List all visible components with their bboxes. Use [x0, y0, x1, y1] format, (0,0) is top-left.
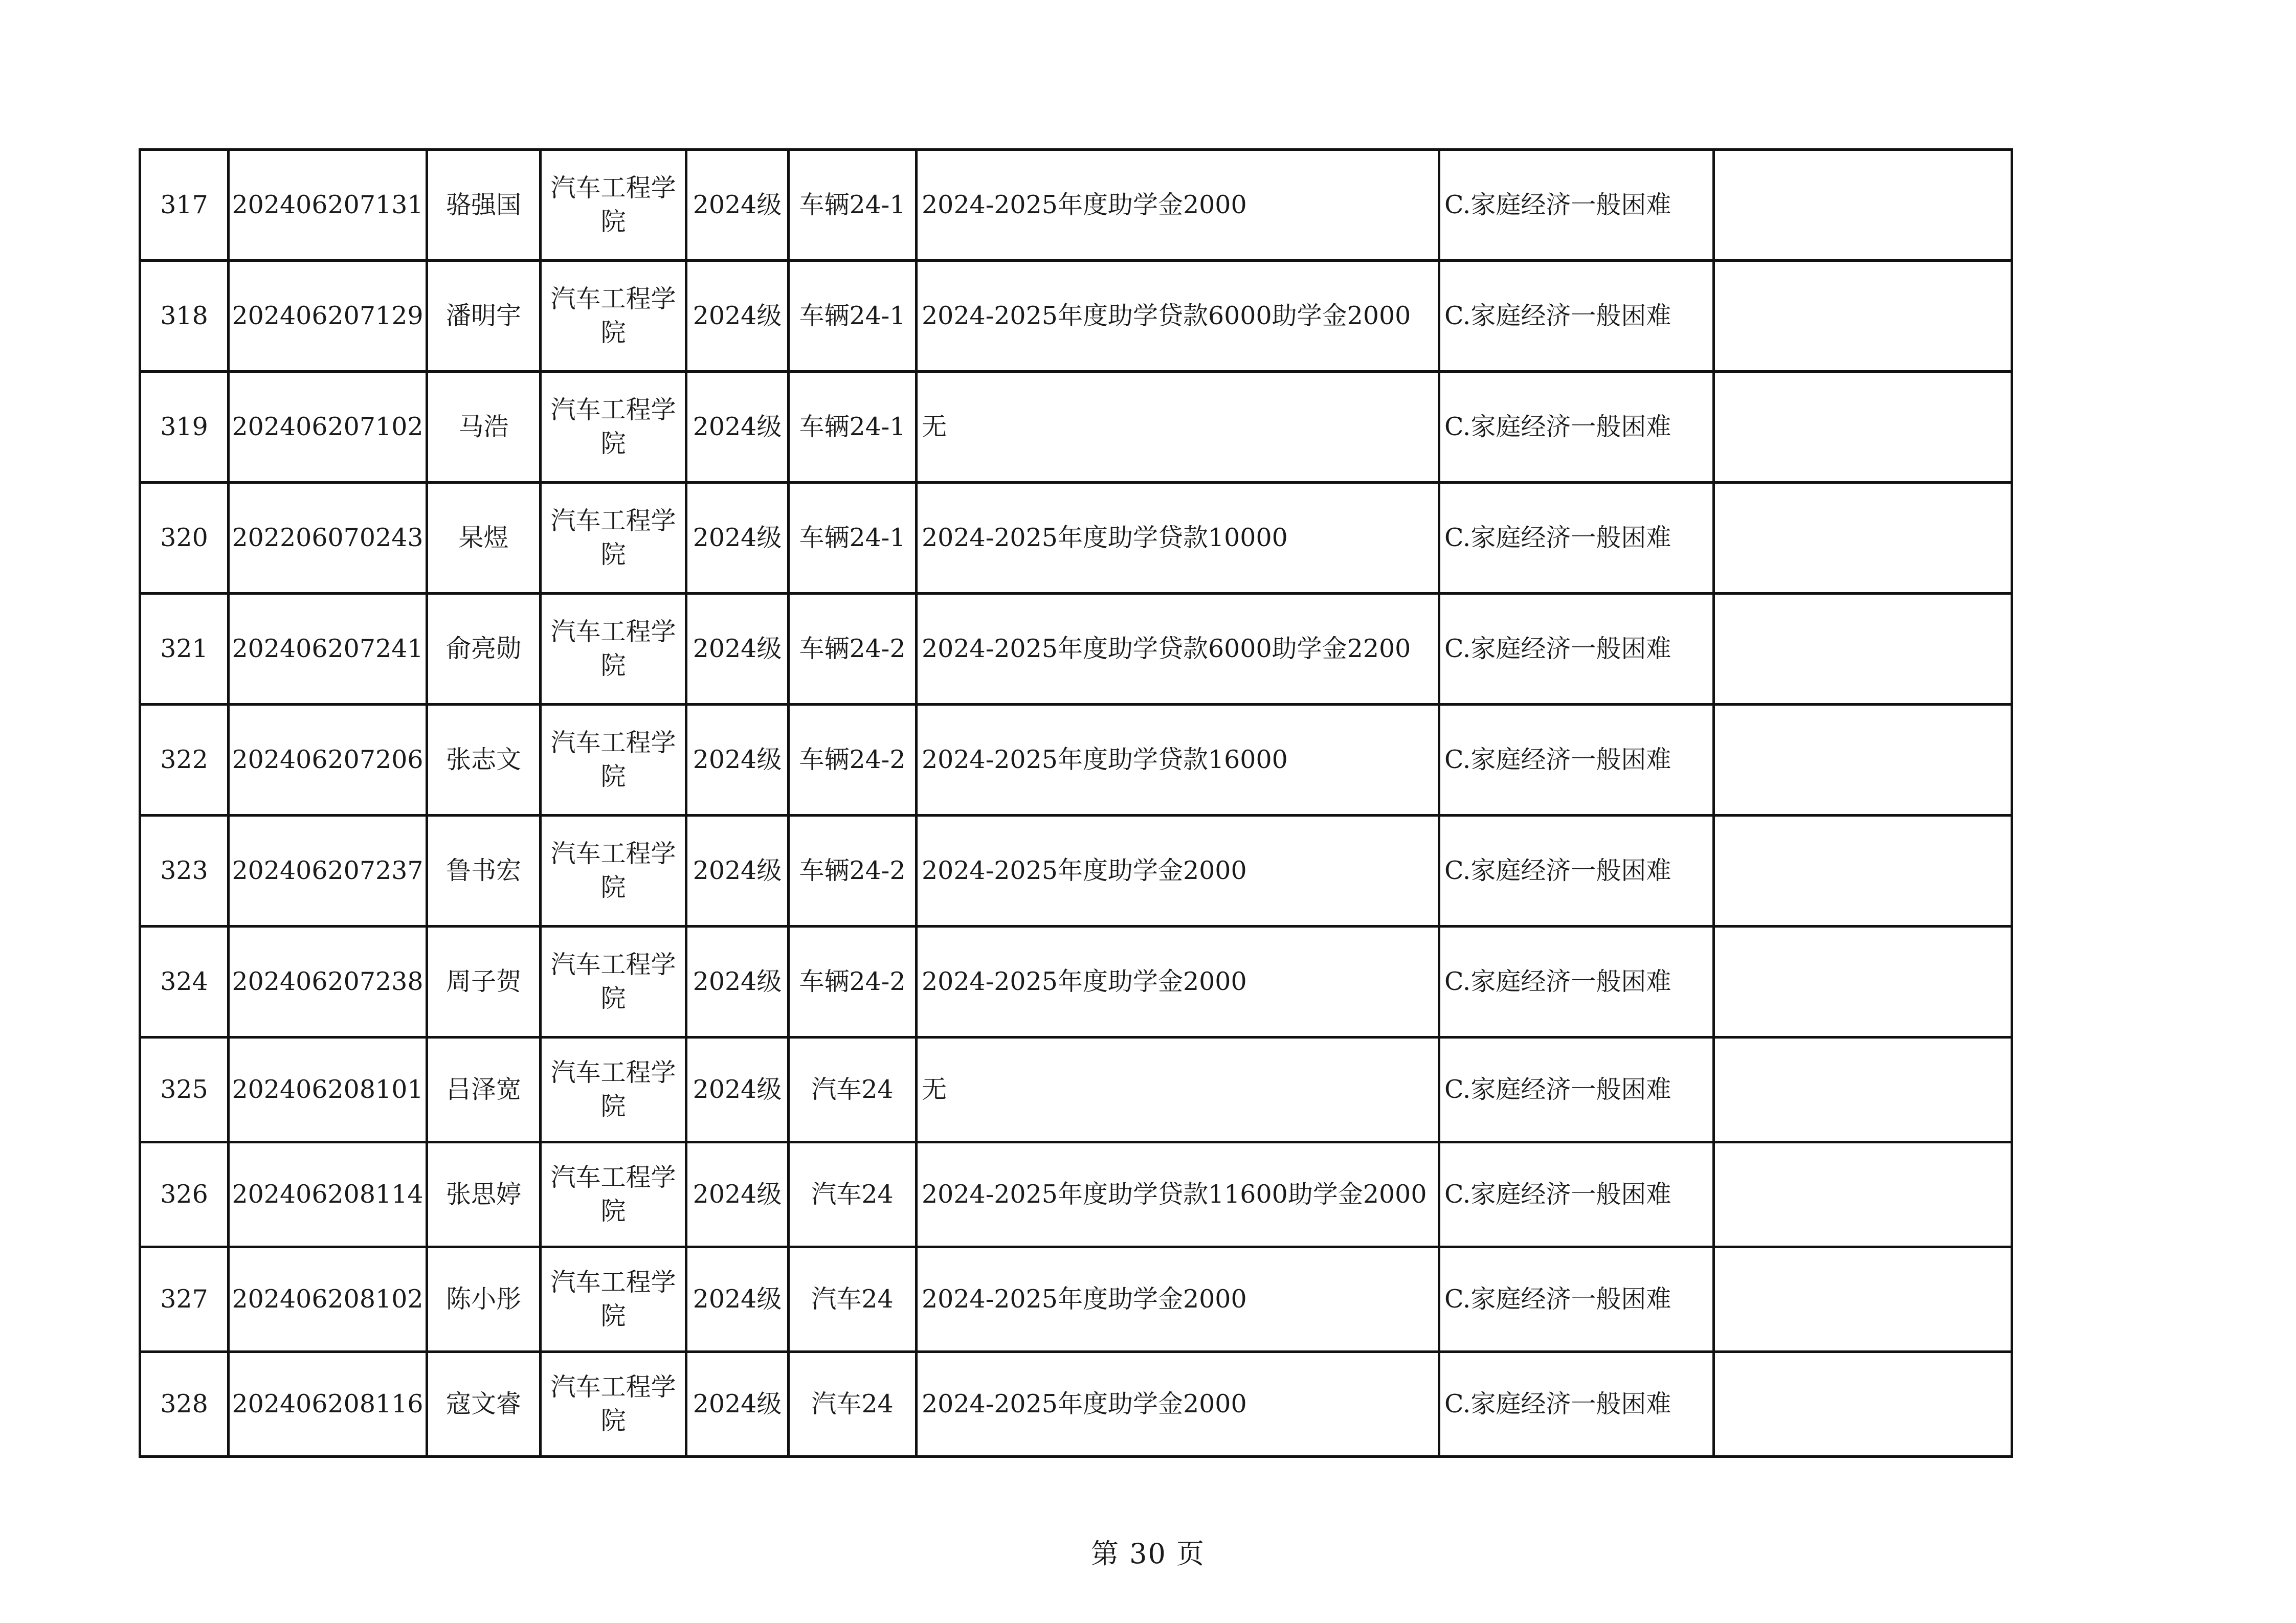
table-row [140, 816, 2012, 927]
student-id-cell: 202406207238 [229, 927, 427, 1038]
college-cell: 汽车工程学院 [541, 1247, 686, 1352]
college-cell: 汽车工程学院 [541, 150, 686, 261]
aid-received-cell: 2024-2025年度助学金2000 [917, 816, 1439, 927]
aid-received-cell: 2024-2025年度助学贷款10000 [917, 483, 1439, 594]
class-cell: 车辆24-1 [789, 150, 917, 261]
row-number-cell: 328 [140, 1352, 229, 1457]
student-name-cell: 潘明宇 [427, 261, 541, 372]
student-name-cell: 周子贺 [427, 927, 541, 1038]
aid-received-cell: 无 [917, 1038, 1439, 1142]
class-cell: 车辆24-2 [789, 705, 917, 816]
class-cell: 汽车24 [789, 1142, 917, 1247]
grade-cell: 2024级 [686, 1142, 789, 1247]
aid-received-cell: 2024-2025年度助学金2000 [917, 1352, 1439, 1457]
difficulty-level-cell: C.家庭经济一般困难 [1439, 1142, 1714, 1247]
remarks-cell [1714, 261, 2012, 372]
grade-cell: 2024级 [686, 816, 789, 927]
page-number: 第 30 页 [1090, 1538, 1206, 1570]
college-cell: 汽车工程学院 [541, 1142, 686, 1247]
student-id-cell: 202406208102 [229, 1247, 427, 1352]
remarks-cell [1714, 372, 2012, 483]
student-name-cell: 骆强国 [427, 150, 541, 261]
grade-cell: 2024级 [686, 483, 789, 594]
student-name-cell: 马浩 [427, 372, 541, 483]
grade-cell: 2024级 [686, 705, 789, 816]
college-cell: 汽车工程学院 [541, 594, 686, 705]
difficulty-level-cell: C.家庭经济一般困难 [1439, 1038, 1714, 1142]
college-cell: 汽车工程学院 [541, 261, 686, 372]
student-id-cell: 202406208116 [229, 1352, 427, 1457]
student-name-cell: 鲁书宏 [427, 816, 541, 927]
student-aid-table [139, 148, 2013, 1458]
student-id-cell: 202406207206 [229, 705, 427, 816]
student-id-cell: 202406207129 [229, 261, 427, 372]
college-cell: 汽车工程学院 [541, 372, 686, 483]
row-number-cell: 325 [140, 1038, 229, 1142]
table-row [140, 1247, 2012, 1352]
difficulty-level-cell: C.家庭经济一般困难 [1439, 594, 1714, 705]
row-number-cell: 322 [140, 705, 229, 816]
student-id-cell: 202406208114 [229, 1142, 427, 1247]
class-cell: 车辆24-2 [789, 594, 917, 705]
table-row [140, 705, 2012, 816]
student-name-cell: 杲煜 [427, 483, 541, 594]
college-cell: 汽车工程学院 [541, 1352, 686, 1457]
table-row [140, 372, 2012, 483]
difficulty-level-cell: C.家庭经济一般困难 [1439, 483, 1714, 594]
student-id-cell: 202406207237 [229, 816, 427, 927]
remarks-cell [1714, 816, 2012, 927]
difficulty-level-cell: C.家庭经济一般困难 [1439, 1352, 1714, 1457]
remarks-cell [1714, 150, 2012, 261]
row-number-cell: 327 [140, 1247, 229, 1352]
college-cell: 汽车工程学院 [541, 705, 686, 816]
student-name-cell: 张思婷 [427, 1142, 541, 1247]
grade-cell: 2024级 [686, 1038, 789, 1142]
student-name-cell: 陈小彤 [427, 1247, 541, 1352]
difficulty-level-cell: C.家庭经济一般困难 [1439, 372, 1714, 483]
aid-received-cell: 2024-2025年度助学金2000 [917, 1247, 1439, 1352]
grade-cell: 2024级 [686, 594, 789, 705]
student-name-cell: 张志文 [427, 705, 541, 816]
row-number-cell: 317 [140, 150, 229, 261]
remarks-cell [1714, 1247, 2012, 1352]
student-id-cell: 202406208101 [229, 1038, 427, 1142]
grade-cell: 2024级 [686, 927, 789, 1038]
aid-received-cell: 2024-2025年度助学贷款16000 [917, 705, 1439, 816]
row-number-cell: 321 [140, 594, 229, 705]
table-row [140, 483, 2012, 594]
table-row [140, 150, 2012, 261]
remarks-cell [1714, 705, 2012, 816]
remarks-cell [1714, 1352, 2012, 1457]
aid-received-cell: 2024-2025年度助学贷款6000助学金2200 [917, 594, 1439, 705]
remarks-cell [1714, 594, 2012, 705]
aid-received-cell: 2024-2025年度助学金2000 [917, 150, 1439, 261]
difficulty-level-cell: C.家庭经济一般困难 [1439, 705, 1714, 816]
remarks-cell [1714, 1142, 2012, 1247]
row-number-cell: 318 [140, 261, 229, 372]
remarks-cell [1714, 1038, 2012, 1142]
difficulty-level-cell: C.家庭经济一般困难 [1439, 150, 1714, 261]
grade-cell: 2024级 [686, 1352, 789, 1457]
aid-received-cell: 2024-2025年度助学贷款11600助学金2000 [917, 1142, 1439, 1247]
table-row [140, 927, 2012, 1038]
row-number-cell: 319 [140, 372, 229, 483]
class-cell: 汽车24 [789, 1352, 917, 1457]
remarks-cell [1714, 927, 2012, 1038]
difficulty-level-cell: C.家庭经济一般困难 [1439, 1247, 1714, 1352]
aid-received-cell: 2024-2025年度助学金2000 [917, 927, 1439, 1038]
table-row [140, 1352, 2012, 1457]
class-cell: 车辆24-1 [789, 372, 917, 483]
class-cell: 车辆24-2 [789, 816, 917, 927]
student-id-cell: 202406207241 [229, 594, 427, 705]
aid-received-cell: 无 [917, 372, 1439, 483]
student-name-cell: 吕泽宽 [427, 1038, 541, 1142]
table-row [140, 261, 2012, 372]
class-cell: 车辆24-1 [789, 261, 917, 372]
table-row [140, 1038, 2012, 1142]
row-number-cell: 324 [140, 927, 229, 1038]
student-id-cell: 202206070243 [229, 483, 427, 594]
grade-cell: 2024级 [686, 261, 789, 372]
table-row [140, 594, 2012, 705]
college-cell: 汽车工程学院 [541, 927, 686, 1038]
aid-received-cell: 2024-2025年度助学贷款6000助学金2000 [917, 261, 1439, 372]
remarks-cell [1714, 483, 2012, 594]
college-cell: 汽车工程学院 [541, 816, 686, 927]
row-number-cell: 323 [140, 816, 229, 927]
difficulty-level-cell: C.家庭经济一般困难 [1439, 927, 1714, 1038]
college-cell: 汽车工程学院 [541, 483, 686, 594]
student-id-cell: 202406207131 [229, 150, 427, 261]
class-cell: 汽车24 [789, 1038, 917, 1142]
student-name-cell: 俞亮勋 [427, 594, 541, 705]
grade-cell: 2024级 [686, 372, 789, 483]
college-cell: 汽车工程学院 [541, 1038, 686, 1142]
row-number-cell: 320 [140, 483, 229, 594]
class-cell: 车辆24-2 [789, 927, 917, 1038]
class-cell: 车辆24-1 [789, 483, 917, 594]
row-number-cell: 326 [140, 1142, 229, 1247]
table-row [140, 1142, 2012, 1247]
student-name-cell: 寇文睿 [427, 1352, 541, 1457]
grade-cell: 2024级 [686, 1247, 789, 1352]
class-cell: 汽车24 [789, 1247, 917, 1352]
difficulty-level-cell: C.家庭经济一般困难 [1439, 816, 1714, 927]
grade-cell: 2024级 [686, 150, 789, 261]
student-id-cell: 202406207102 [229, 372, 427, 483]
difficulty-level-cell: C.家庭经济一般困难 [1439, 261, 1714, 372]
